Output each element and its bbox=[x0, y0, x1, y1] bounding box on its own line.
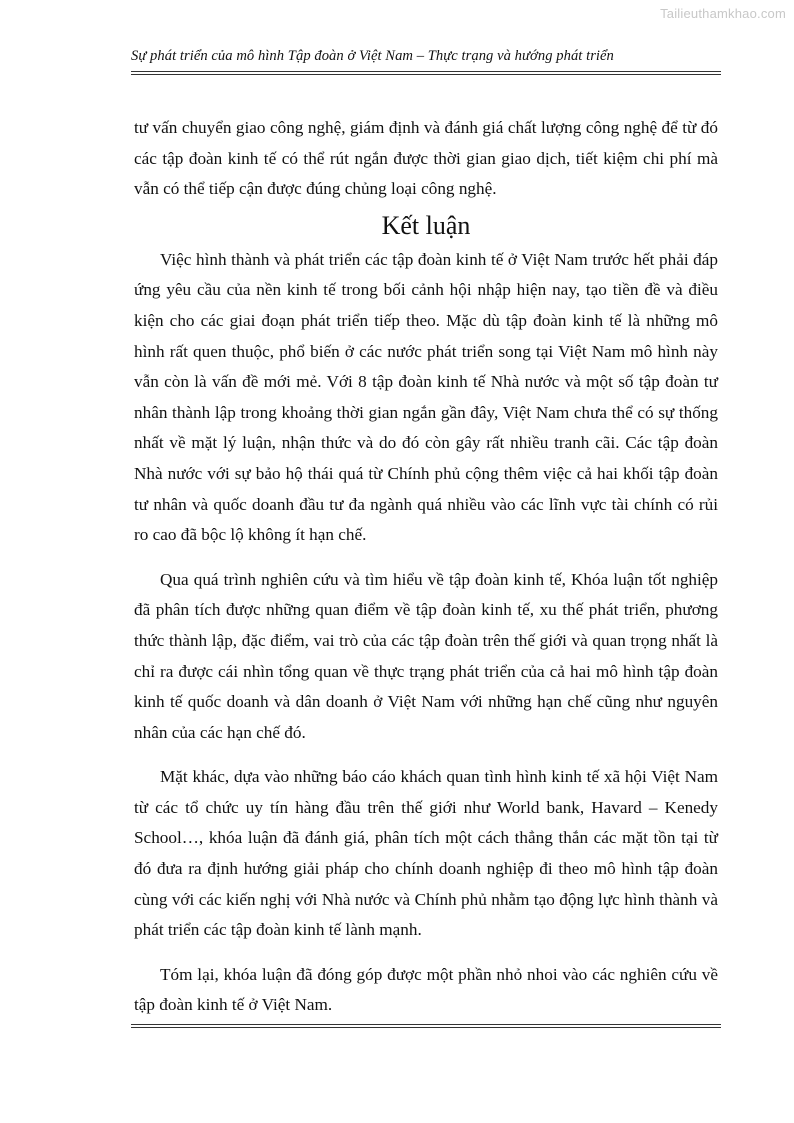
header-divider bbox=[131, 71, 721, 75]
body-paragraph-1: Việc hình thành và phát triển các tập đoàn kinh tế ở Việt Nam trước hết phải đáp ứng yêu cầu của nền kinh tế trong bối cảnh hội nhập hiện nay, tạo tiền đề và điều kiện cho các giai đoạn phát triển tiếp theo. Mặc dù tập đoàn kinh tế là những mô hình rất quen thuộc, phổ biến ở các nước phát triển song tại Việt Nam mô hình này vẫn còn là vấn đề mới mẻ. Với 8 tập đoàn kinh tế Nhà nước và một số tập đoàn tư nhân thành lập trong khoảng thời gian ngắn gần đây, Việt Nam chưa thể có sự thống nhất về mặt lý luận, nhận thức và do đó còn gây rất nhiều tranh cãi. Các tập đoàn Nhà nước với sự bảo hộ thái quá từ Chính phủ cộng thêm việc cả hai khối tập đoàn tư nhân và quốc doanh đầu tư đa ngành quá nhiều vào các lĩnh vực tài chính có rủi ro cao đã bộc lộ không ít hạn chế. bbox=[134, 249, 718, 545]
running-header: Sự phát triển của mô hình Tập đoàn ở Việt Nam – Thực trạng và hướng phát triển bbox=[131, 48, 614, 64]
intro-paragraph: tư vấn chuyển giao công nghệ, giám định và đánh giá chất lượng công nghệ để từ đó các tập đoàn kinh tế có thể rút ngắn được thời gian giao dịch, tiết kiệm chi phí mà vẫn có thể tiếp cận được đúng chủng loại công nghệ. bbox=[134, 118, 718, 199]
body-paragraph-2: Qua quá trình nghiên cứu và tìm hiểu về tập đoàn kinh tế, Khóa luận tốt nghiệp đã phân tích được những quan điểm về tập đoàn kinh tế, xu thế phát triển, phương thức thành lập, đặc điểm, vai trò của các tập đoàn trên thế giới và quan trọng nhất là chỉ ra được cái nhìn tổng quan về thực trạng phát triển của cả hai mô hình tập đoàn kinh tế quốc doanh và dân doanh ở Việt Nam với những hạn chế cũng như nguyên nhân của các hạn chế đó. bbox=[134, 569, 718, 742]
body-paragraph-4: Tóm lại, khóa luận đã đóng góp được một phần nhỏ nhoi vào các nghiên cứu về tập đoàn kinh tế ở Việt Nam. bbox=[134, 964, 718, 1015]
section-title: Kết luận bbox=[381, 210, 471, 240]
footer-divider bbox=[131, 1024, 721, 1028]
watermark-text: Tailieuthamkhao.com bbox=[660, 6, 786, 21]
page-body bbox=[134, 113, 718, 1021]
body-paragraph-3: Mặt khác, dựa vào những báo cáo khách quan tình hình kinh tế xã hội Việt Nam từ các tổ chức uy tín hàng đầu trên thế giới như World bank, Havard – Kenedy School…, khóa luận đã đánh giá, phân tích một cách thẳng thắn các mặt tồn tại từ đó đưa ra định hướng giải pháp cho chính doanh nghiệp đi theo mô hình tập đoàn cùng với các kiến nghị với Nhà nước và Chính phủ nhằm tạo động lực hình thành và phát triển các tập đoàn kinh tế lành mạnh. bbox=[134, 767, 718, 940]
